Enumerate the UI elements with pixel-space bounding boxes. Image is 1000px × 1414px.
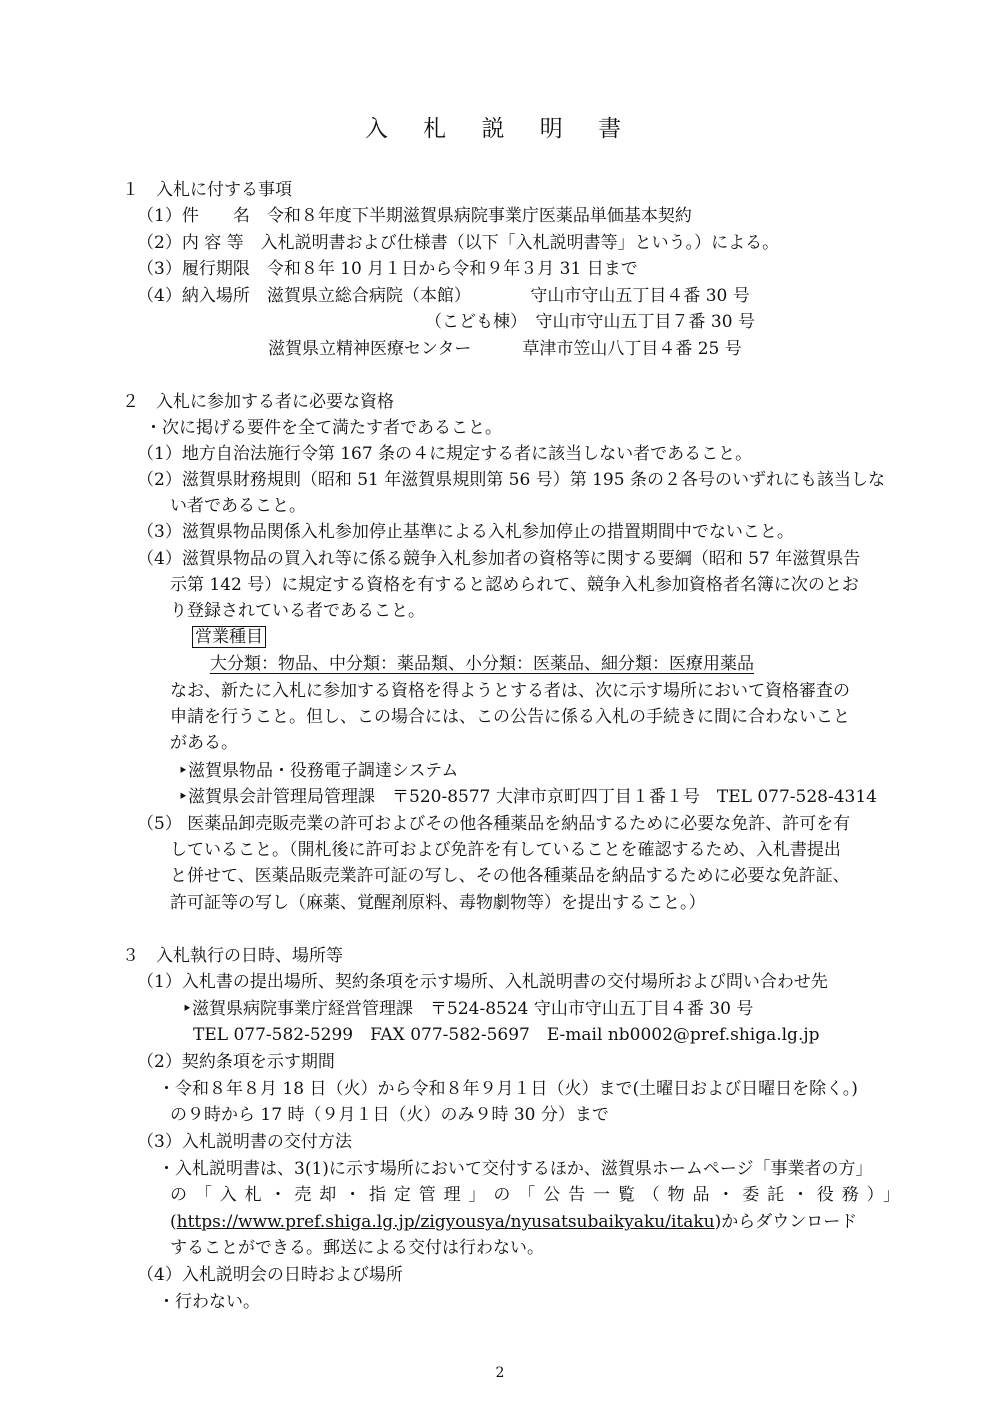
text-line: 許可証等の写し（麻薬、覚醒剤原料、毒物劇物等）を提出すること。） xyxy=(170,893,706,913)
text-line: と併せて、医薬品販売業許可証の写し、その他各種薬品を納品するために必要な免許証、 xyxy=(170,866,850,886)
business-category-value: 大分類：物品、中分類：薬品類、小分類：医薬品、細分類：医療用薬品 xyxy=(210,654,754,674)
text-line: ‣滋賀県会計管理局管理課 〒520-8577 大津市京町四丁目１番１号 TEL 077-528-4314 xyxy=(178,787,877,807)
text-line: がある。 xyxy=(170,733,238,753)
text-line: からダウンロード xyxy=(721,1212,858,1232)
text-line: ・次に掲げる要件を全て満たす者であること。 xyxy=(145,418,502,438)
text-line: り登録されている者であること。 xyxy=(170,601,425,621)
website-link[interactable]: https://www.pref.shiga.lg.jp/zigyousya/nyusatsubaikyaku/itaku xyxy=(176,1212,715,1232)
section-heading: ２ 入札に参加する者に必要な資格 xyxy=(122,392,394,412)
text-line: することができる。郵送による交付は行わない。 xyxy=(170,1238,544,1258)
section-heading: １ 入札に付する事項 xyxy=(122,180,292,200)
text-line: ・行わない。 xyxy=(158,1292,260,1312)
business-category-label: 営業種目 xyxy=(192,626,266,648)
text-line: （1）地方自治法施行令第 167 条の４に規定する者に該当しない者であること。 xyxy=(137,444,753,464)
url-line: (https://www.pref.shiga.lg.jp/zigyousya/nyusatsubaikyaku/itaku)からダウンロード xyxy=(170,1212,858,1232)
text-line: い者であること。 xyxy=(170,496,306,516)
text-line: ‣滋賀県物品・役務電子調達システム xyxy=(178,761,459,781)
text-line: （5） 医薬品卸売販売業の許可およびその他各種薬品を納品するために必要な免許、許可を有 xyxy=(137,814,851,834)
text-line: の９時から 17 時（９月１日（火）のみ９時 30 分）まで xyxy=(170,1105,609,1125)
text-line: の「入札・売却・指定管理」の「公告一覧（物品・委託・役務）」 xyxy=(170,1185,900,1205)
text-line: 滋賀県立精神医療センター 草津市笠山八丁目４番 25 号 xyxy=(268,339,742,359)
text-line: 申請を行うこと。但し、この場合には、この公告に係る入札の手続きに間に合わないこと xyxy=(170,707,850,727)
page-title: 入 札 説 明 書 xyxy=(364,116,636,142)
text-line: ‣滋賀県病院事業庁経営管理課 〒524-8524 守山市守山五丁目４番 30 号 xyxy=(182,999,754,1019)
text-line: （2）内 容 等 入札説明書および仕様書（以下「入札説明書等」という。）による。 xyxy=(137,233,780,253)
text-line: （3）入札説明書の交付方法 xyxy=(137,1132,352,1152)
text-line: ・令和８年８月 18 日（火）から令和８年９月１日（火）まで(土曜日および日曜日を除く。) xyxy=(158,1079,858,1099)
page-number: 2 xyxy=(495,1365,505,1381)
text-line: 示第 142 号）に規定する資格を有すると認められて、競争入札参加資格者名簿に次のとお xyxy=(170,575,859,595)
text-line: なお、新たに入札に参加する資格を得ようとする者は、次に示す場所において資格審査の xyxy=(170,681,850,701)
text-line: （2）契約条項を示す期間 xyxy=(137,1052,335,1072)
section-heading: ３ 入札執行の日時、場所等 xyxy=(122,946,343,966)
contact-line: TEL 077-582-5299 FAX 077-582-5697 E-mail nb0002@pref.shiga.lg.jp xyxy=(193,1025,820,1045)
text-line: （3）履行期限 令和８年 10 月１日から令和９年３月 31 日まで xyxy=(137,259,638,279)
text-line: （1）件 名 令和８年度下半期滋賀県病院事業庁医薬品単価基本契約 xyxy=(137,206,692,226)
text-line: （4）納入場所 滋賀県立総合病院（本館） 守山市守山五丁目４番 30 号 xyxy=(137,286,750,306)
text-line: していること。（開札後に許可および免許を有していることを確認するため、入札書提出 xyxy=(170,840,841,860)
text-line: （2）滋賀県財務規則（昭和 51 年滋賀県規則第 56 号）第 195 条の２各号のいずれにも該当しな xyxy=(137,470,885,490)
text-line: （4）入札説明会の日時および場所 xyxy=(137,1265,403,1285)
text-line: （4）滋賀県物品の買入れ等に係る競争入札参加者の資格等に関する要綱（昭和 57 年滋賀県告 xyxy=(137,549,861,569)
text-line: （こども棟） 守山市守山五丁目７番 30 号 xyxy=(425,312,755,332)
business-category-label-wrap xyxy=(192,626,266,648)
text-line: （1）入札書の提出場所、契約条項を示す場所、入札説明書の交付場所および問い合わせ先 xyxy=(137,972,828,992)
text-line: ・入札説明書は、3(1)に示す場所において交付するほか、滋賀県ホームページ「事業者の方」 xyxy=(158,1159,873,1179)
text-line: （3）滋賀県物品関係入札参加停止基準による入札参加停止の措置期間中でないこと。 xyxy=(137,522,794,542)
justified-line-wrap xyxy=(170,1184,900,1206)
